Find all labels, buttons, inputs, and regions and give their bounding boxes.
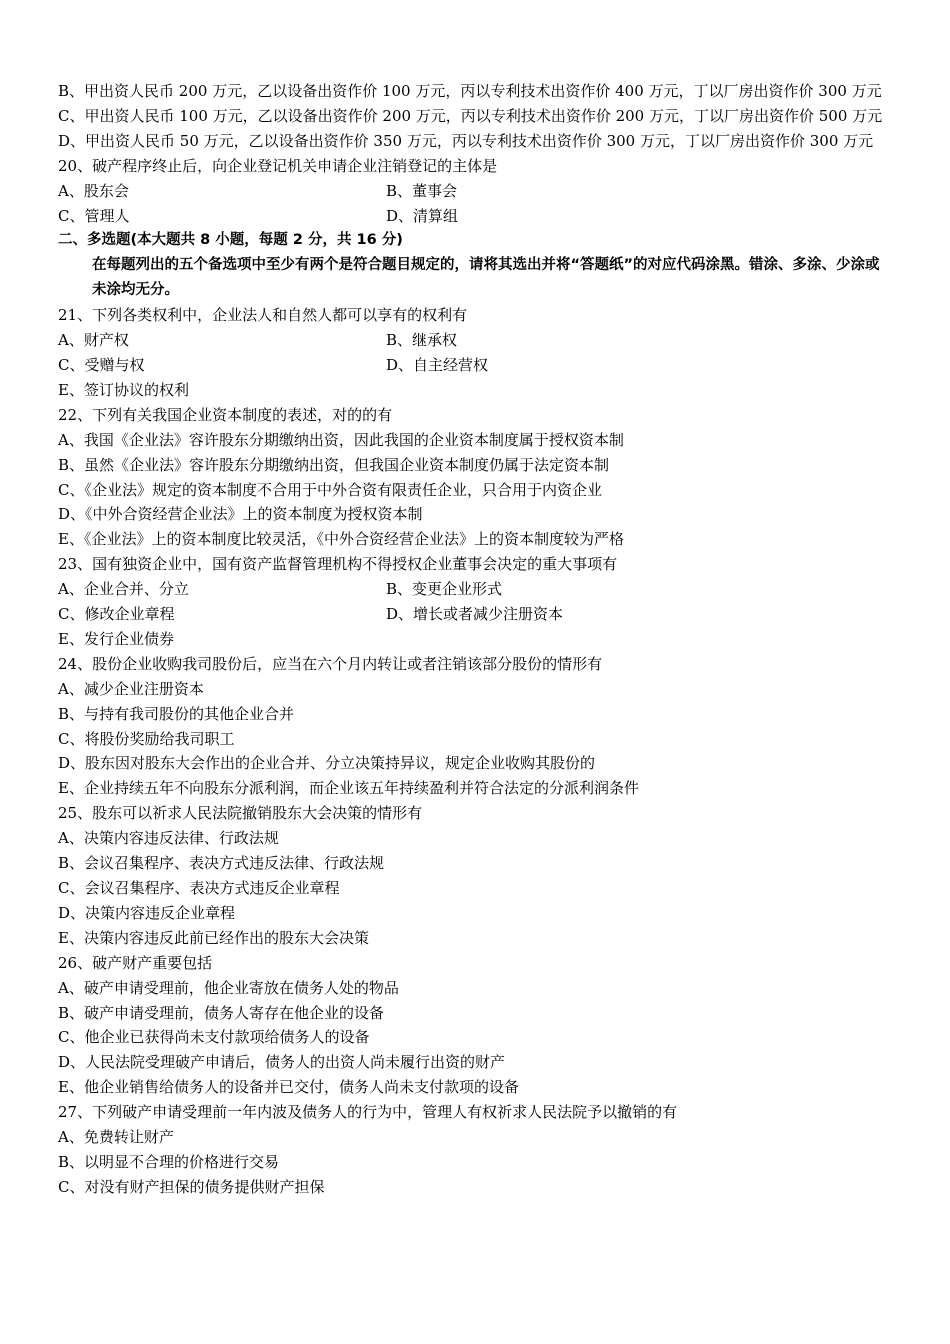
- q26-option-c: C、他企业已获得尚未支付款项给债务人的设备: [58, 1028, 370, 1047]
- q23-option-e: E、发行企业债券: [58, 629, 174, 648]
- q25-option-d: D、决策内容违反企业章程: [58, 903, 236, 922]
- q20-option-b: B、董事会: [386, 181, 458, 200]
- q24-option-d: D、股东因对股东大会作出的企业合并、分立决策持异议，规定企业收购其股份的: [58, 754, 596, 773]
- q26-option-d: D、人民法院受理破产申请后，债务人的出资人尚未履行出资的财产: [58, 1053, 506, 1072]
- q22-option-c: C、《企业法》规定的资本制度不合用于中外合资有限责任企业，只合用于内资企业: [58, 480, 602, 499]
- q25-option-e: E、决策内容违反此前已经作出的股东大会决策: [58, 928, 369, 947]
- q24-option-b: B、与持有我司股份的其他企业合并: [58, 704, 295, 723]
- q20-options-row2: [58, 204, 894, 229]
- q19-option-d: D、甲出资人民币 50 万元，乙以设备出资作价 350 万元，丙以专利技术出资作价 300 万元，丁以厂房出资作价 300 万元: [58, 131, 874, 150]
- q22-stem: 22、下列有关我国企业资本制度的表述，对的的有: [58, 405, 393, 424]
- q27-option-c: C、对没有财产担保的债务提供财产担保: [58, 1177, 325, 1196]
- q25-option-c: C、会议召集程序、表决方式违反企业章程: [58, 879, 340, 897]
- q20-stem: 20、破产程序终止后，向企业登记机关申请企业注销登记的主体是: [58, 156, 498, 175]
- q25-stem: 25、股东可以祈求人民法院撤销股东大会决策的情形有: [58, 804, 423, 823]
- q21-option-d: D、自主经营权: [386, 355, 489, 374]
- q24-option-e: E、企业持续五年不向股东分派利润，而企业该五年持续盈利并符合法定的分派利润条件: [58, 779, 639, 798]
- q26-option-a: A、破产申请受理前，他企业寄放在债务人处的物品: [58, 978, 399, 997]
- q21-option-c: C、受赠与权: [58, 355, 145, 374]
- q22-option-e: E、《企业法》上的资本制度比较灵活，《中外合资经营企业法》上的资本制度较为严格: [58, 530, 624, 549]
- section2-instruction: 在每题列出的五个备选项中至少有两个是符合题目规定的，请将其选出并将“答题纸”的对应代码涂黑。错涂、多涂、少涂或未涂均无分。: [92, 257, 880, 299]
- q23-option-a: A、企业合并、分立: [58, 580, 189, 599]
- q25-option-a: A、决策内容违反法律、行政法规: [58, 829, 279, 848]
- q22-option-a: A、我国《企业法》容许股东分期缴纳出资，因此我国的企业资本制度属于授权资本制: [58, 430, 624, 449]
- q21-stem: 21、下列各类权利中，企业法人和自然人都可以享有的权利有: [58, 306, 468, 325]
- q25-option-b: B、会议召集程序、表决方式违反法律、行政法规: [58, 854, 385, 873]
- q19-option-b: B、甲出资人民币 200 万元，乙以设备出资作价 100 万元，丙以专利技术出资作价 400 万元，丁以厂房出资作价 300 万元: [58, 82, 882, 100]
- q23-options-row1: [58, 577, 894, 602]
- q23-option-c: C、修改企业章程: [58, 605, 175, 624]
- q22-option-d: D、《中外合资经营企业法》上的资本制度为授权资本制: [58, 505, 423, 524]
- q19-option-c: C、甲出资人民币 100 万元，乙以设备出资作价 200 万元，丙以专利技术出资作价 200 万元，丁以厂房出资作价 500 万元: [58, 106, 883, 125]
- q21-option-e: E、签订协议的权利: [58, 380, 189, 399]
- document-page: [58, 79, 894, 1200]
- q22-option-b: B、虽然《企业法》容许股东分期缴纳出资，但我国企业资本制度仍属于法定资本制: [58, 455, 610, 474]
- q24-option-a: A、减少企业注册资本: [58, 679, 204, 698]
- q23-option-b: B、变更企业形式: [386, 580, 503, 599]
- q23-stem: 23、国有独资企业中，国有资产监督管理机构不得授权企业董事会决定的重大事项有: [58, 555, 618, 574]
- q20-option-c: C、管理人: [58, 206, 130, 225]
- q24-option-c: C、将股份奖励给我司职工: [58, 729, 235, 748]
- q24-stem: 24、股份企业收购我司股份后，应当在六个月内转让或者注销该部分股份的情形有: [58, 654, 603, 673]
- q20-option-d: D、清算组: [386, 206, 459, 225]
- q23-options-row2: [58, 602, 894, 627]
- q27-option-a: A、免费转让财产: [58, 1128, 174, 1147]
- section2-title: 二、多选题(本大题共 8 小题，每题 2 分，共 16 分): [58, 232, 403, 249]
- q26-stem: 26、破产财产重要包括: [58, 953, 213, 972]
- q21-option-b: B、继承权: [386, 331, 458, 350]
- q27-stem: 27、下列破产申请受理前一年内波及债务人的行为中，管理人有权祈求人民法院予以撤销的有: [58, 1103, 678, 1122]
- q23-option-d: D、增长或者减少注册资本: [386, 605, 564, 624]
- q26-option-e: E、他企业销售给债务人的设备并已交付，债务人尚未支付款项的设备: [58, 1078, 519, 1097]
- q21-option-a: A、财产权: [58, 331, 129, 350]
- q26-option-b: B、破产申请受理前，债务人寄存在他企业的设备: [58, 1003, 385, 1022]
- q27-option-b: B、以明显不合理的价格进行交易: [58, 1152, 280, 1171]
- q21-options-row1: [58, 328, 894, 353]
- q20-option-a: A、股东会: [58, 181, 129, 200]
- q20-options-row1: [58, 179, 894, 204]
- q21-options-row2: [58, 353, 894, 378]
